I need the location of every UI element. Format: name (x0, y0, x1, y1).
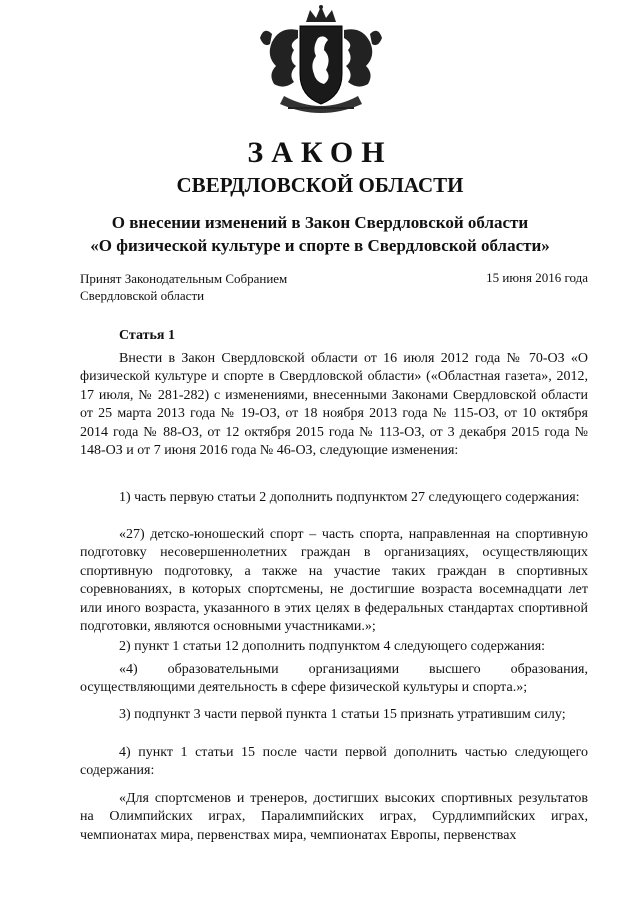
coat-of-arms-icon (258, 4, 384, 122)
paragraph-intro: Внести в Закон Свердловской области от 16 июля 2012 года № 70-ОЗ «О физической культуре и спорте в Свердловской области» («Областная газета», 2012, 17 июля, № 281-282) с изменениями, внесенными Законами Свердловской области от 25 марта 2013 года № 19-ОЗ, от 18 ноября 2013 года № 115-ОЗ, от 10 октября 2014 года № 88-ОЗ, от 12 октября 2015 года № 113-ОЗ, от 3 декабря 2015 года № 148-ОЗ и от 7 июня 2016 года № 46-ОЗ, следующие изменения: (80, 351, 588, 459)
law-title: ЗАКОН (247, 136, 393, 169)
adoption-date: 15 июня 2016 года (486, 270, 588, 285)
paragraph-item-2-text: «4) образовательными организациями высшего образования, осуществляющими деятельность в сфере физической культуры и спорта.»; (80, 662, 588, 696)
law-subject (0, 211, 640, 257)
adopted-line-1: Принят Законодательным Собранием (80, 271, 288, 286)
paragraph-item-4: 4) пункт 1 статьи 15 после части первой дополнить частью следующего содержания: (80, 745, 588, 779)
paragraph-item-1-text: «27) детско-юношеский спорт – часть спорта, направленная на спортивную подготовку несовершеннолетних граждан в организациях, осуществляющих спортивную подготовку, а также на участие таких граждан в спортивных соревнованиях, в которых спортсмены, не достигшие возраста восемнадцати лет или иного возраста, указанного в этих целях в федеральных стандартах спортивной подготовки, являются основными участниками.»; (80, 527, 588, 635)
adopted-by (80, 270, 287, 304)
subject-line-1: О внесении изменений в Закон Свердловской области (111, 213, 529, 232)
article-heading: Статья 1 (119, 328, 175, 343)
paragraph-item-4-text: «Для спортсменов и тренеров, достигших высоких спортивных результатов на Олимпийских играх, Паралимпийских играх, Сурдлимпийских играх, чемпионатах мира, первенствах мира, чемпионатах Европы, первенствах (80, 791, 588, 843)
adopted-line-2: Свердловской области (80, 288, 205, 303)
paragraph-item-2: 2) пункт 1 статьи 12 дополнить подпунктом 4 следующего содержания: (119, 639, 546, 654)
paragraph-item-3: 3) подпункт 3 части первой пункта 1 статьи 15 признать утратившим силу; (119, 707, 566, 722)
region-title: СВЕРДЛОВСКОЙ ОБЛАСТИ (176, 173, 464, 197)
subject-line-2: «О физической культуре и спорте в Свердловской области» (90, 236, 550, 255)
paragraph-item-1: 1) часть первую статьи 2 дополнить подпунктом 27 следующего содержания: (119, 490, 580, 505)
